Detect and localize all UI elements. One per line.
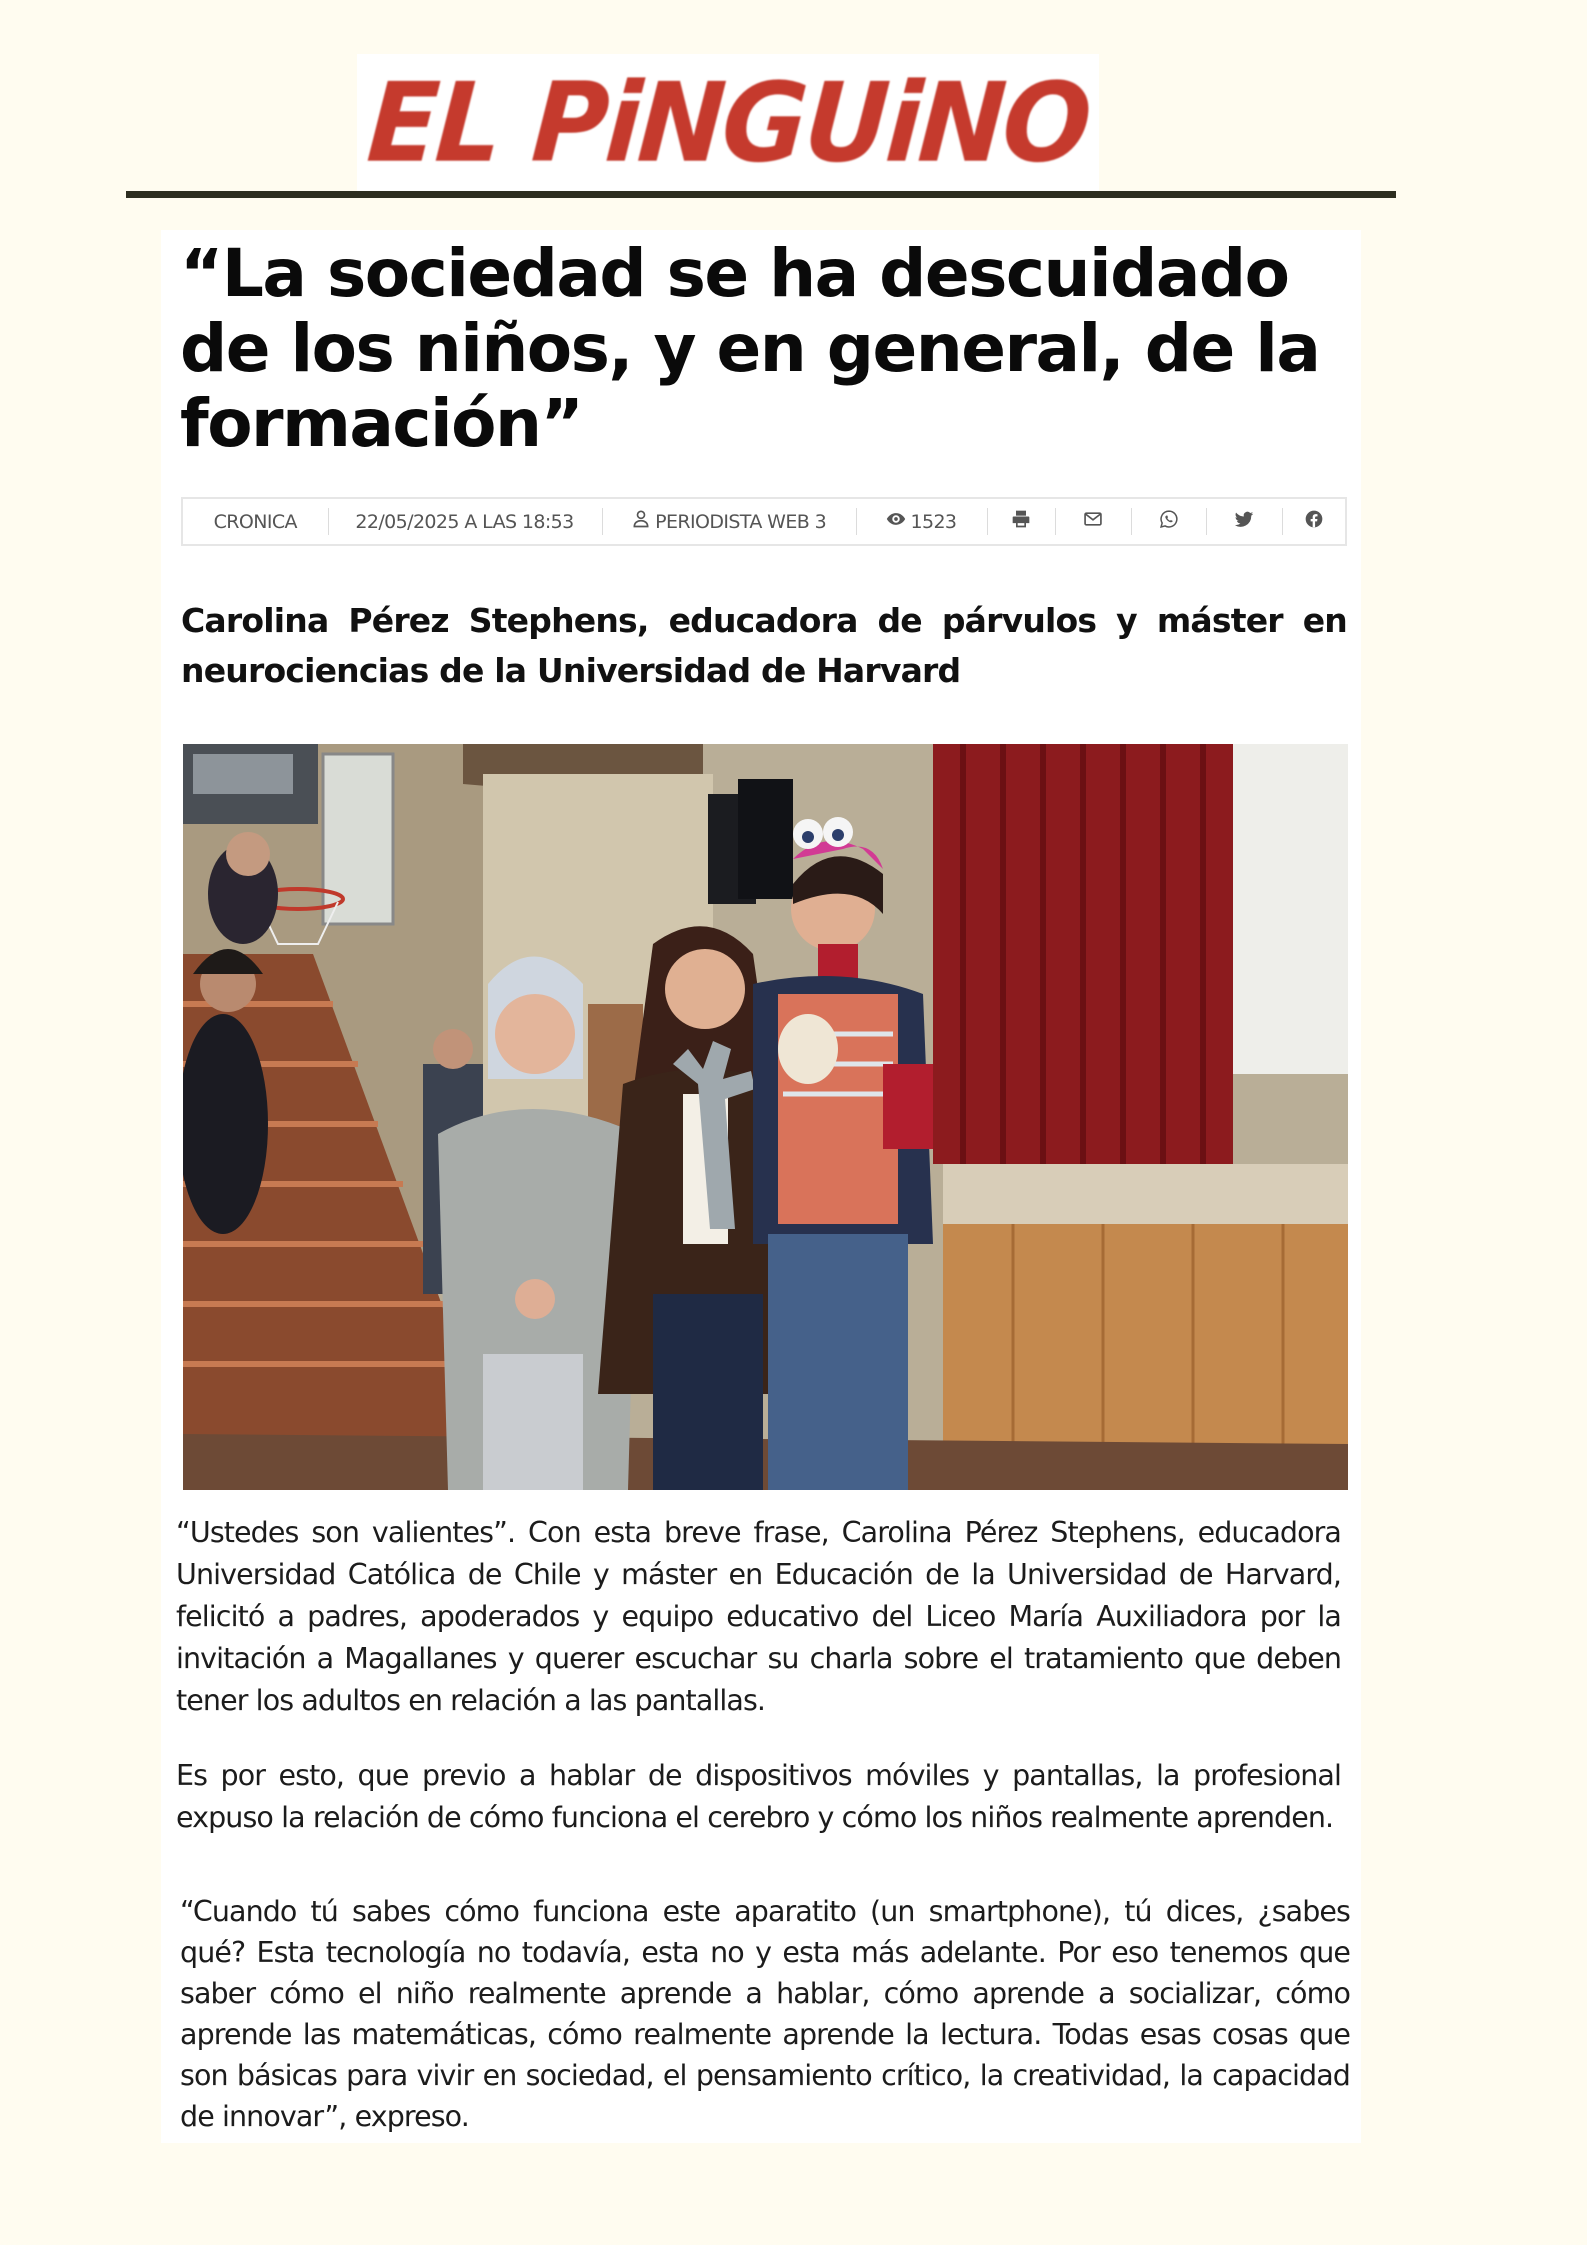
- whatsapp-share-button[interactable]: [1131, 499, 1207, 544]
- masthead: [357, 54, 1099, 192]
- publish-date: 22/05/2025 A LAS 18:53: [355, 510, 574, 533]
- meta-views: [856, 499, 988, 544]
- article-paragraph: “Ustedes son valientes”. Con esta breve frase, Carolina Pérez Stephens, educadora Universidad Católica de Chile y máster en Educación de la Universidad de Harvard, felicitó a padres, apoderados y equipo educativo del Liceo María Auxiliadora por la invitación a Magallanes y querer escuchar su charla sobre el tratamiento que deben tener los adultos en relación a las pantallas.: [176, 1516, 1341, 1717]
- article-subtitle: Carolina Pérez Stephens, educadora de párvulos y máster en neurociencias de la Universidad de Harvard: [181, 601, 1347, 690]
- facebook-share-button[interactable]: [1282, 499, 1345, 544]
- print-button[interactable]: [987, 499, 1055, 544]
- meta-section[interactable]: [183, 499, 328, 544]
- photo-illustration: [183, 744, 1348, 1490]
- email-share-button[interactable]: [1055, 499, 1131, 544]
- print-icon: [1011, 509, 1031, 534]
- twitter-share-button[interactable]: [1206, 499, 1282, 544]
- twitter-icon: [1234, 509, 1254, 534]
- facebook-icon: [1304, 509, 1324, 534]
- section-label: CRONICA: [213, 510, 297, 533]
- author-name: PERIODISTA WEB 3: [655, 510, 827, 533]
- view-count: 1523: [910, 510, 957, 533]
- user-icon: [631, 509, 655, 534]
- meta-date: [328, 499, 602, 544]
- article-meta-bar: [181, 497, 1347, 546]
- article-quote-paragraph: “Cuando tú sabes cómo funciona este aparatito (un smartphone), tú dices, ¿sabes qué? Esta tecnología no todavía, esta no y esta más adelante. Por eso tenemos que saber cómo el niño realmente aprende a hablar, cómo aprende a socializar, cómo aprende las matemáticas, cómo realmente aprende la lectura. Todas esas cosas que son básicas para vivir en sociedad, el pensamiento crítico, la creatividad, la capacidad de innovar”, expreso.: [180, 1895, 1350, 2133]
- article-paragraph: Es por esto, que previo a hablar de dispositivos móviles y pantallas, la profesional expuso la relación de cómo funciona el cerebro y cómo los niños realmente aprenden.: [176, 1759, 1341, 1834]
- article-photo[interactable]: [183, 744, 1348, 1490]
- whatsapp-icon: [1159, 509, 1179, 534]
- meta-author[interactable]: [602, 499, 856, 544]
- mail-icon: [1083, 509, 1103, 534]
- newspaper-logo[interactable]: EL PiNGUiNO: [363, 58, 1093, 188]
- masthead-divider: [126, 191, 1396, 198]
- article-headline: “La sociedad se ha descuidado de los niños, y en general, de la formación”: [180, 235, 1320, 462]
- eye-icon: [886, 509, 910, 534]
